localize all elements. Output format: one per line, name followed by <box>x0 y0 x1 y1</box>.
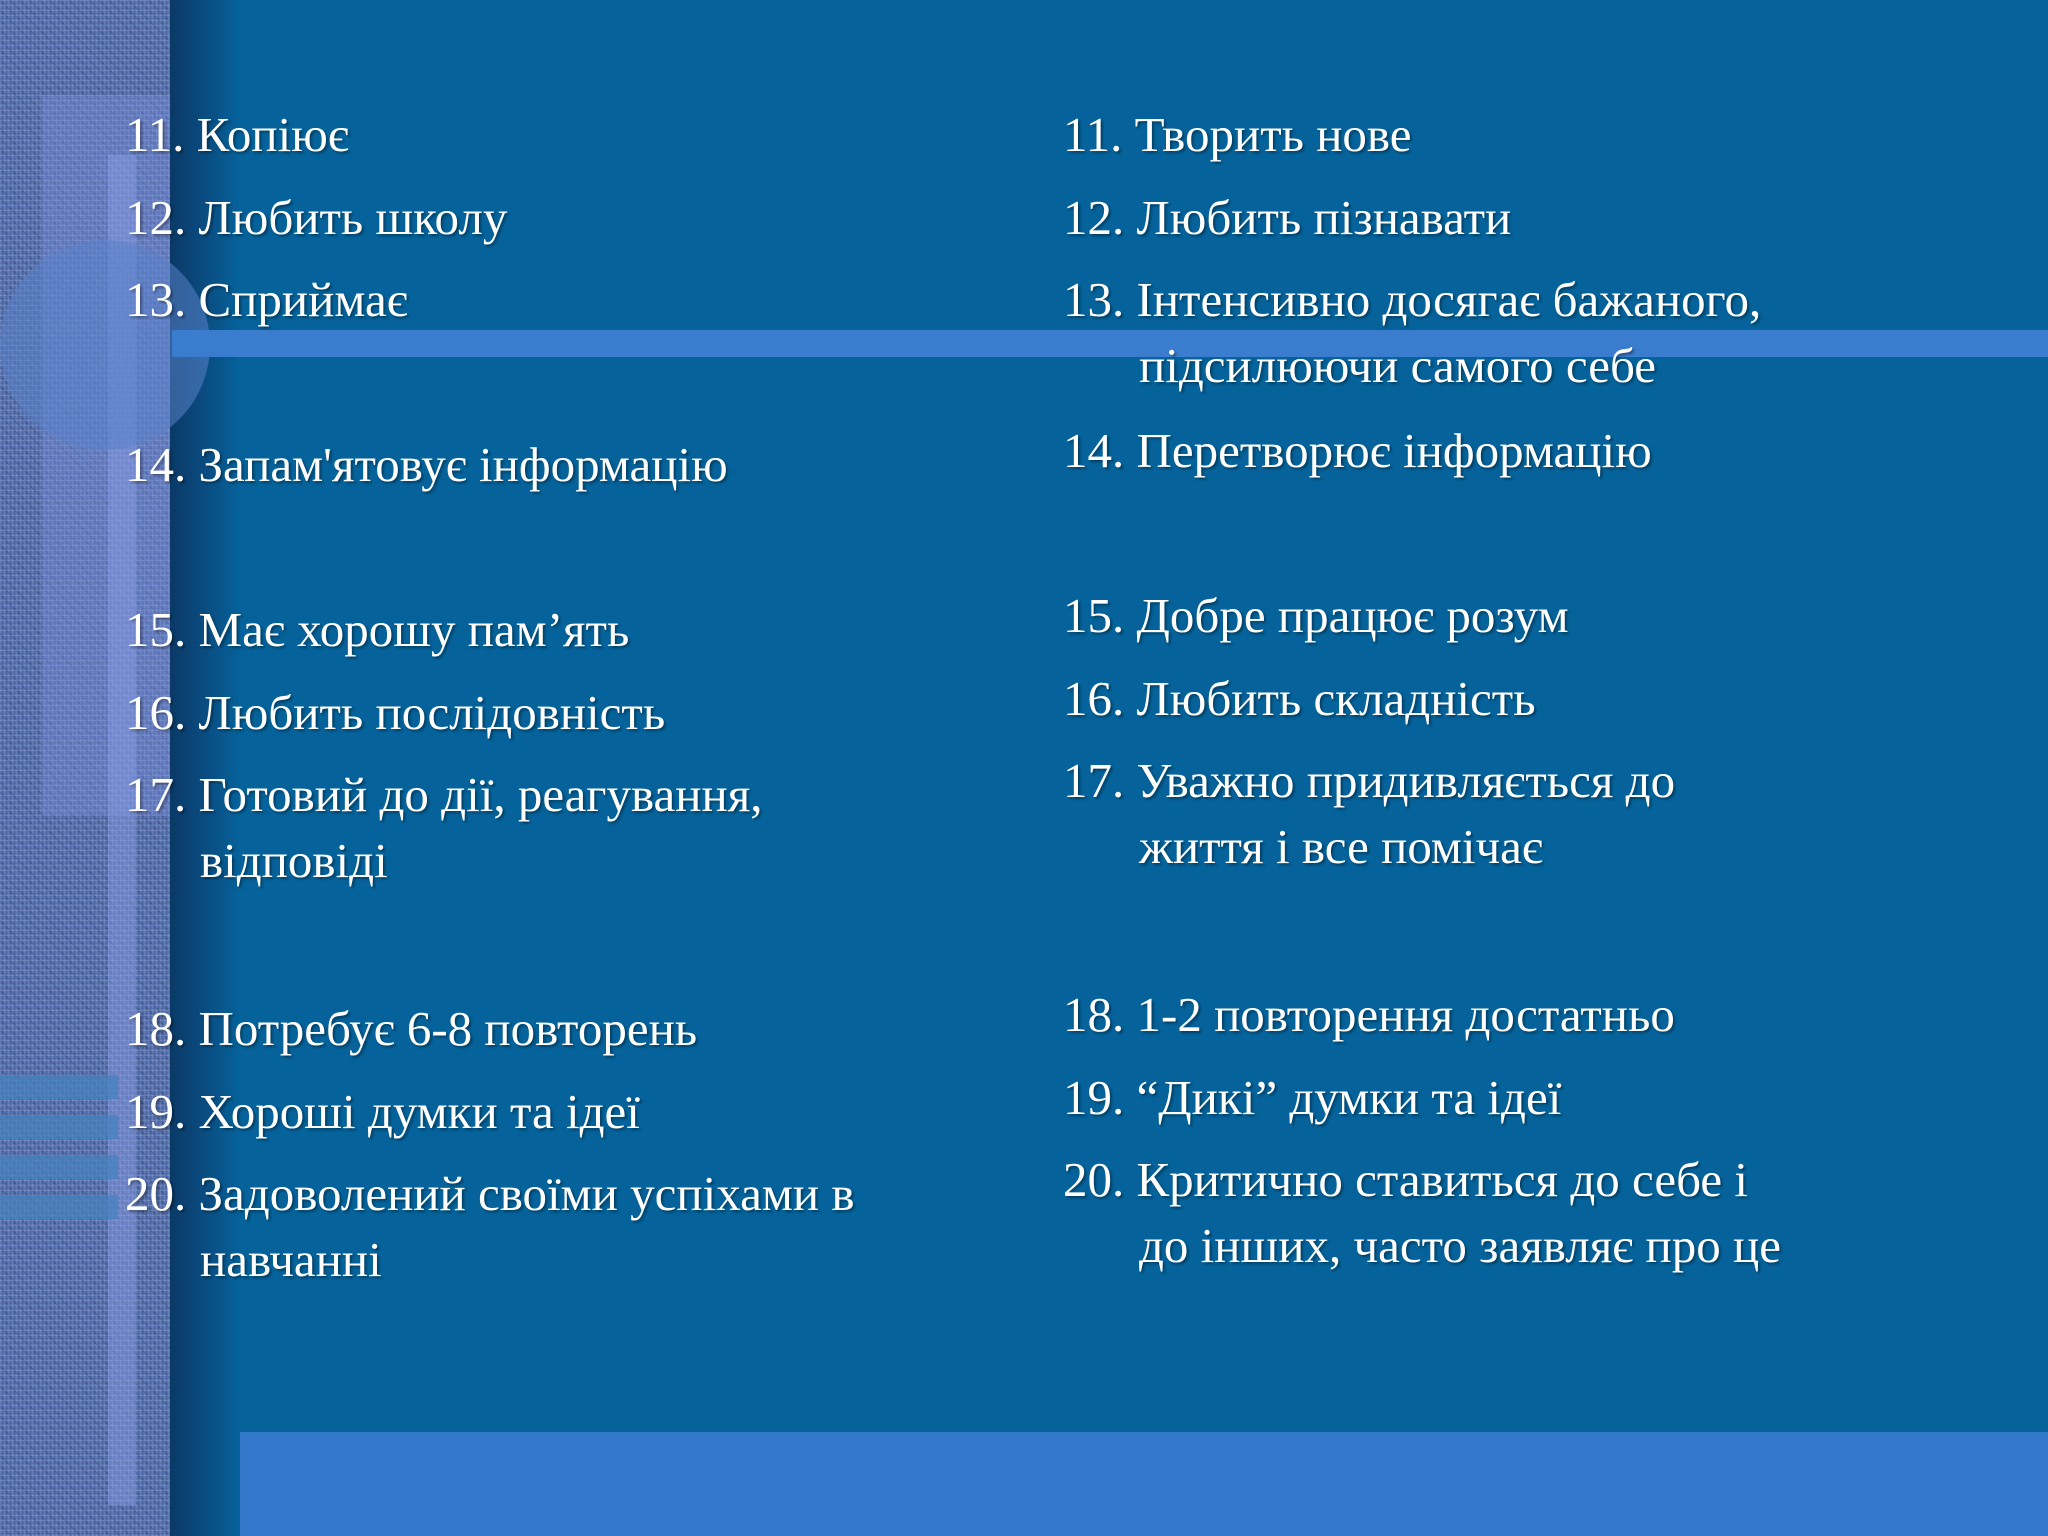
right-list-item-20 <box>1063 1147 1781 1279</box>
left-list-item-12 <box>125 185 507 251</box>
list-item-text: 12. Любить пізнавати <box>1063 190 1512 245</box>
list-item-text: 16. Любить складність <box>1063 671 1536 726</box>
decorative-stripe <box>0 1075 118 1099</box>
list-item-text: 12. Любить школу <box>125 190 508 245</box>
decorative-stripe <box>0 1195 118 1219</box>
decorative-stripes <box>0 1075 118 1245</box>
list-item-continuation: підсилюючи самого себе <box>1139 338 1657 393</box>
right-list-item-15 <box>1063 583 1569 649</box>
left-list-item-20 <box>125 1161 854 1293</box>
decorative-bottom-band <box>240 1432 2048 1536</box>
list-item-text: 15. Має хорошу пам’ять <box>125 602 630 657</box>
list-item-text: 19. Хороші думки та ідеї <box>125 1084 640 1139</box>
list-item-continuation: навчанні <box>200 1232 382 1287</box>
list-item-text: 20. Задоволений своїми успіхами в <box>125 1166 855 1221</box>
list-item-text: 18. 1-2 повторення достатньо <box>1063 987 1675 1042</box>
list-item-text: 11. Творить нове <box>1063 107 1412 162</box>
left-list-item-17 <box>125 762 762 894</box>
list-item-text: 11. Копіює <box>125 107 349 162</box>
list-item-continuation: відповіді <box>200 833 388 888</box>
left-list-item-14 <box>125 432 728 498</box>
right-list-item-19 <box>1063 1065 1561 1131</box>
list-item-text: 20. Критично ставиться до себе і <box>1063 1152 1748 1207</box>
list-item-text: 17. Уважно придивляється до <box>1063 753 1676 808</box>
right-list-item-14 <box>1063 418 1652 484</box>
right-list-item-11 <box>1063 102 1412 168</box>
right-list-item-17 <box>1063 748 1675 880</box>
left-list-item-15 <box>125 597 629 663</box>
right-list-item-16 <box>1063 666 1536 732</box>
list-item-text: 14. Перетворює інформацію <box>1063 423 1652 478</box>
list-item-text: 17. Готовий до дії, реагування, <box>125 767 763 822</box>
decorative-stripe <box>0 1115 118 1139</box>
list-item-text: 19. “Дикі” думки та ідеї <box>1063 1070 1562 1125</box>
list-item-text: 13. Сприймає <box>125 272 408 327</box>
left-list-item-11 <box>125 102 349 168</box>
list-item-continuation: до інших, часто заявляє про це <box>1139 1218 1781 1273</box>
right-list-item-18 <box>1063 982 1675 1048</box>
right-list-item-12 <box>1063 185 1511 251</box>
left-list-item-19 <box>125 1079 640 1145</box>
list-item-text: 16. Любить послідовність <box>125 685 666 740</box>
right-list-item-13 <box>1063 267 1761 399</box>
list-item-text: 14. Запам'ятовує інформацію <box>125 437 728 492</box>
list-item-text: 13. Інтенсивно досягає бажаного, <box>1063 272 1762 327</box>
left-list-item-13 <box>125 267 408 333</box>
list-item-text: 18. Потребує 6-8 повторень <box>125 1001 698 1056</box>
decorative-stripe <box>0 1155 118 1179</box>
left-list-item-18 <box>125 996 697 1062</box>
list-item-continuation: життя і все помічає <box>1139 819 1543 874</box>
left-list-item-16 <box>125 680 665 746</box>
list-item-text: 15. Добре працює розум <box>1063 588 1569 643</box>
